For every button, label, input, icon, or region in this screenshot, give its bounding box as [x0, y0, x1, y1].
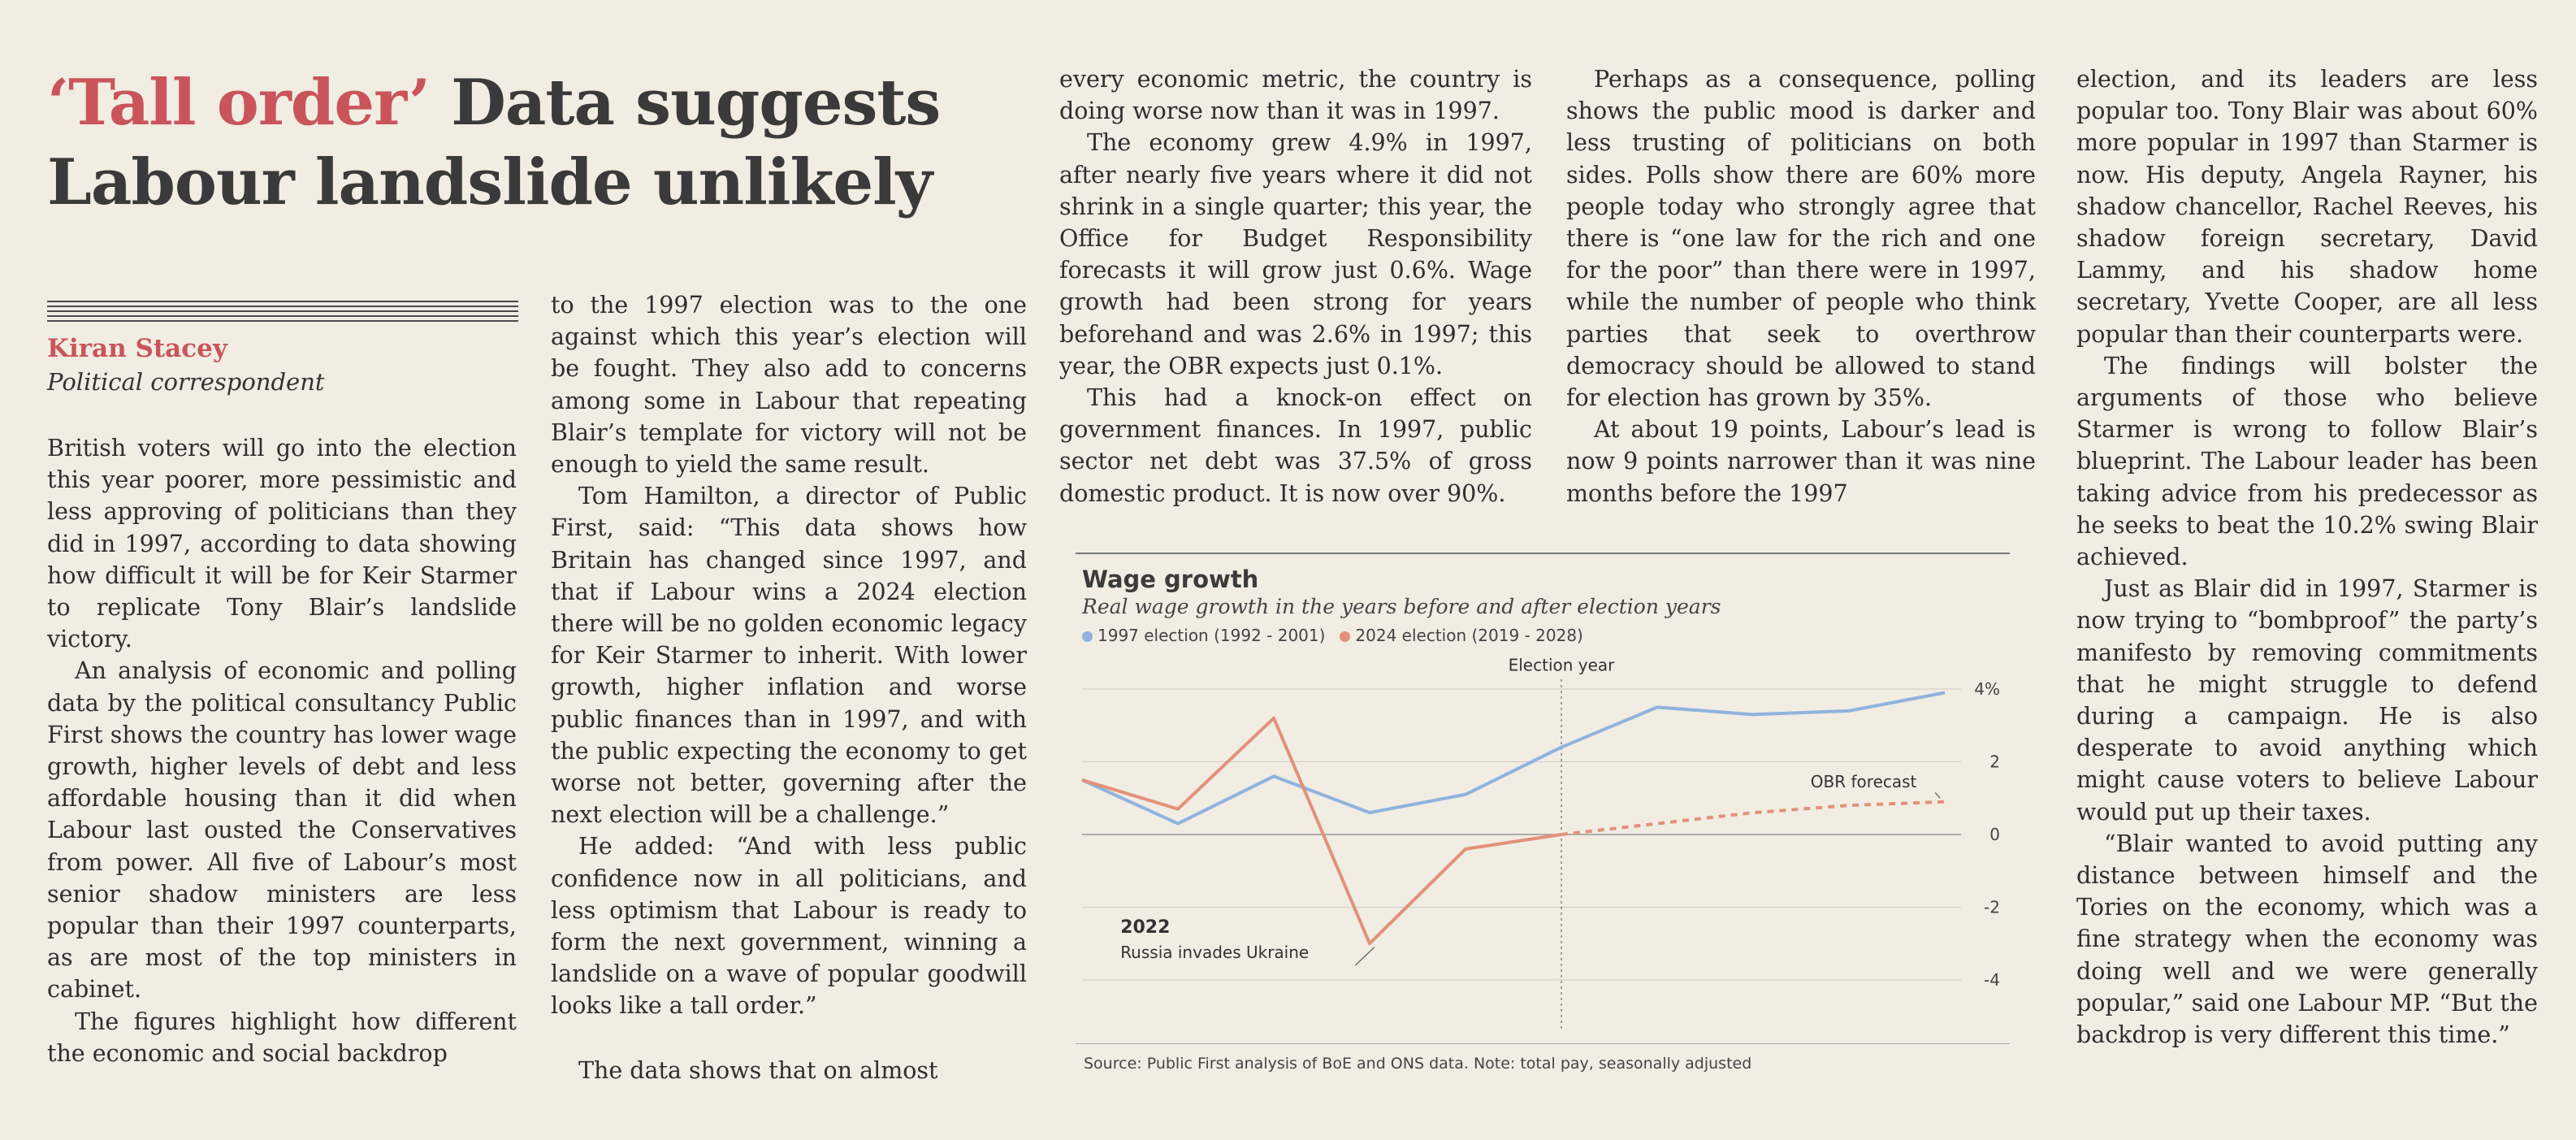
chart-title: Wage growth: [1082, 566, 1259, 593]
paragraph: Tom Hamilton, a director of Public First, said: “This data shows how Britain has changed since 1997, and that if Labour wins a 2024 election there will be no golden economic legacy for Keir Starmer to inherit. With lower growth, higher inflation and worse public finances than in 1997, and with the public expecting the economy to get worse not better, governing after the next election will be a challenge.”: [551, 483, 1027, 829]
chart-annotation: OBR forecast: [1810, 771, 1917, 791]
chart-bottom-rule: [1076, 1043, 2010, 1044]
chart-subtitle: Real wage growth in the years before and after election years: [1082, 595, 1721, 618]
chart-plot: [1059, 553, 2036, 1048]
article-column-2-end: [551, 1055, 1027, 1086]
legend-label-1997: 1997 election (1992 - 2001): [1098, 626, 1326, 645]
y-tick-label: 0: [1989, 825, 2000, 844]
paragraph: The economy grew 4.9% in 1997, after nearly five years where it did not shrink in a single quarter; this year, the Office for Budget Responsibility forecasts it will grow just 0.6%. Wage growth had been strong for years beforehand and was 2.6% in 1997; this year, the OBR expects just 0.1%.: [1059, 129, 1532, 379]
author-name: Kiran Stacey: [47, 334, 227, 363]
headline-text: Data suggests Labour landslide unlikely: [47, 66, 941, 219]
paragraph: to the 1997 election was to the one against which this year’s election will be fought. They also add to concerns among some in Labour that repeating Blair’s template for victory will not be enough to yield the same result.: [551, 292, 1027, 479]
paragraph: At about 19 points, Labour’s lead is now 9 points narrower than it was nine months before the 1997: [1566, 416, 2036, 507]
headline-kicker: ‘Tall order’: [47, 66, 431, 140]
paragraph: Just as Blair did in 1997, Starmer is now trying to “bombproof” the party’s manifesto by removing commitments that he might struggle to defend during a campaign. He is also desperate to avoid anything which might cause voters to believe Labour would put up their taxes.: [2076, 575, 2538, 826]
y-tick-label: -4: [1984, 970, 2000, 990]
paragraph: The data shows that on almost: [578, 1057, 938, 1084]
article-column-4: [1566, 63, 2036, 509]
wage-growth-chart: [1059, 553, 2036, 1089]
series-line: [1082, 718, 1561, 943]
annotation-pointer: [1935, 793, 1940, 799]
paragraph: This had a knock-on effect on government finances. In 1997, public sector net debt was 37.5% of gross domestic product. It is now over 90%.: [1059, 384, 1532, 507]
annotation-pointer: [1355, 947, 1375, 965]
paragraph: Perhaps as a consequence, polling shows the public mood is darker and less trusting of politicians on both sides. Polls show there are 60% more people today who strongly agree that there is “one law for the rich and one for the poor” than there were in 1997, while the number of people who think parties that seek to overthrow democracy should be allowed to stand for election has grown by 35%.: [1566, 66, 2036, 412]
byline: [47, 332, 518, 398]
article-column-3: [1059, 63, 1532, 509]
chart-source: Source: Public First analysis of BoE and ONS data. Note: total pay, seasonally adjusted: [1084, 1055, 1752, 1073]
paragraph: election, and its leaders are less popular too. Tony Blair was about 60% more popular in 1997 than Starmer is now. His deputy, Angela Rayner, his shadow chancellor, Rachel Reeves, his shadow foreign secretary, David Lammy, and his shadow home secretary, Yvette Cooper, are all less popular than their counterparts were.: [2076, 66, 2538, 348]
y-tick-label: 4%: [1974, 679, 2000, 699]
y-tick-label: -2: [1984, 897, 2000, 917]
article-column-1: [47, 432, 517, 1069]
article-column-2: [551, 289, 1027, 1022]
y-tick-label: 2: [1989, 752, 2000, 772]
paragraph: An analysis of economic and polling data by the political consultancy Public First shows the country has lower wage growth, higher levels of debt and less affordable housing than it did when Labour last ousted the Conservatives from power. All five of Labour’s most senior shadow ministers are less popular than their 1997 counterparts, as are most of the top ministers in cabinet.: [47, 657, 517, 1003]
chart-annotation: 2022: [1120, 917, 1171, 938]
byline-rule: [47, 301, 518, 322]
paragraph: He added: “And with less public confidence now in all politicians, and less optimism that Labour is ready to form the next government, winning a landslide on a wave of popular goodwill looks like a tall order.”: [551, 833, 1027, 1020]
chart-annotation: Election year: [1508, 655, 1615, 675]
legend-label-2024: 2024 election (2019 - 2028): [1355, 626, 1583, 645]
paragraph: The figures highlight how different the economic and social backdrop: [47, 1008, 517, 1067]
paragraph: “Blair wanted to avoid putting any distance between himself and the Tories on the economy, which was a fine strategy when the economy was doing well and we were generally popular,” said one Labour MP. “But the backdrop is very different this time.”: [2076, 830, 2538, 1049]
paragraph: every economic metric, the country is doing worse now than it was in 1997.: [1059, 66, 1532, 125]
paragraph: British voters will go into the election this year poorer, more pessimistic and less approving of politicians than they did in 1997, according to data showing how difficult it will be for Keir Starmer to replicate Tony Blair’s landslide victory.: [47, 435, 517, 653]
paragraph: The findings will bolster the arguments of those who believe Starmer is wrong to follow Blair’s blueprint. The Labour leader has been taking advice from his predecessor as he seeks to beat the 10.2% swing Blair achieved.: [2076, 352, 2538, 571]
article-column-5: [2076, 63, 2538, 1051]
series-line: [1082, 692, 1945, 823]
chart-annotation: Russia invades Ukraine: [1120, 943, 1310, 963]
author-role: Political correspondent: [47, 368, 325, 396]
series-line: [1561, 802, 1945, 834]
headline: [47, 63, 1022, 223]
